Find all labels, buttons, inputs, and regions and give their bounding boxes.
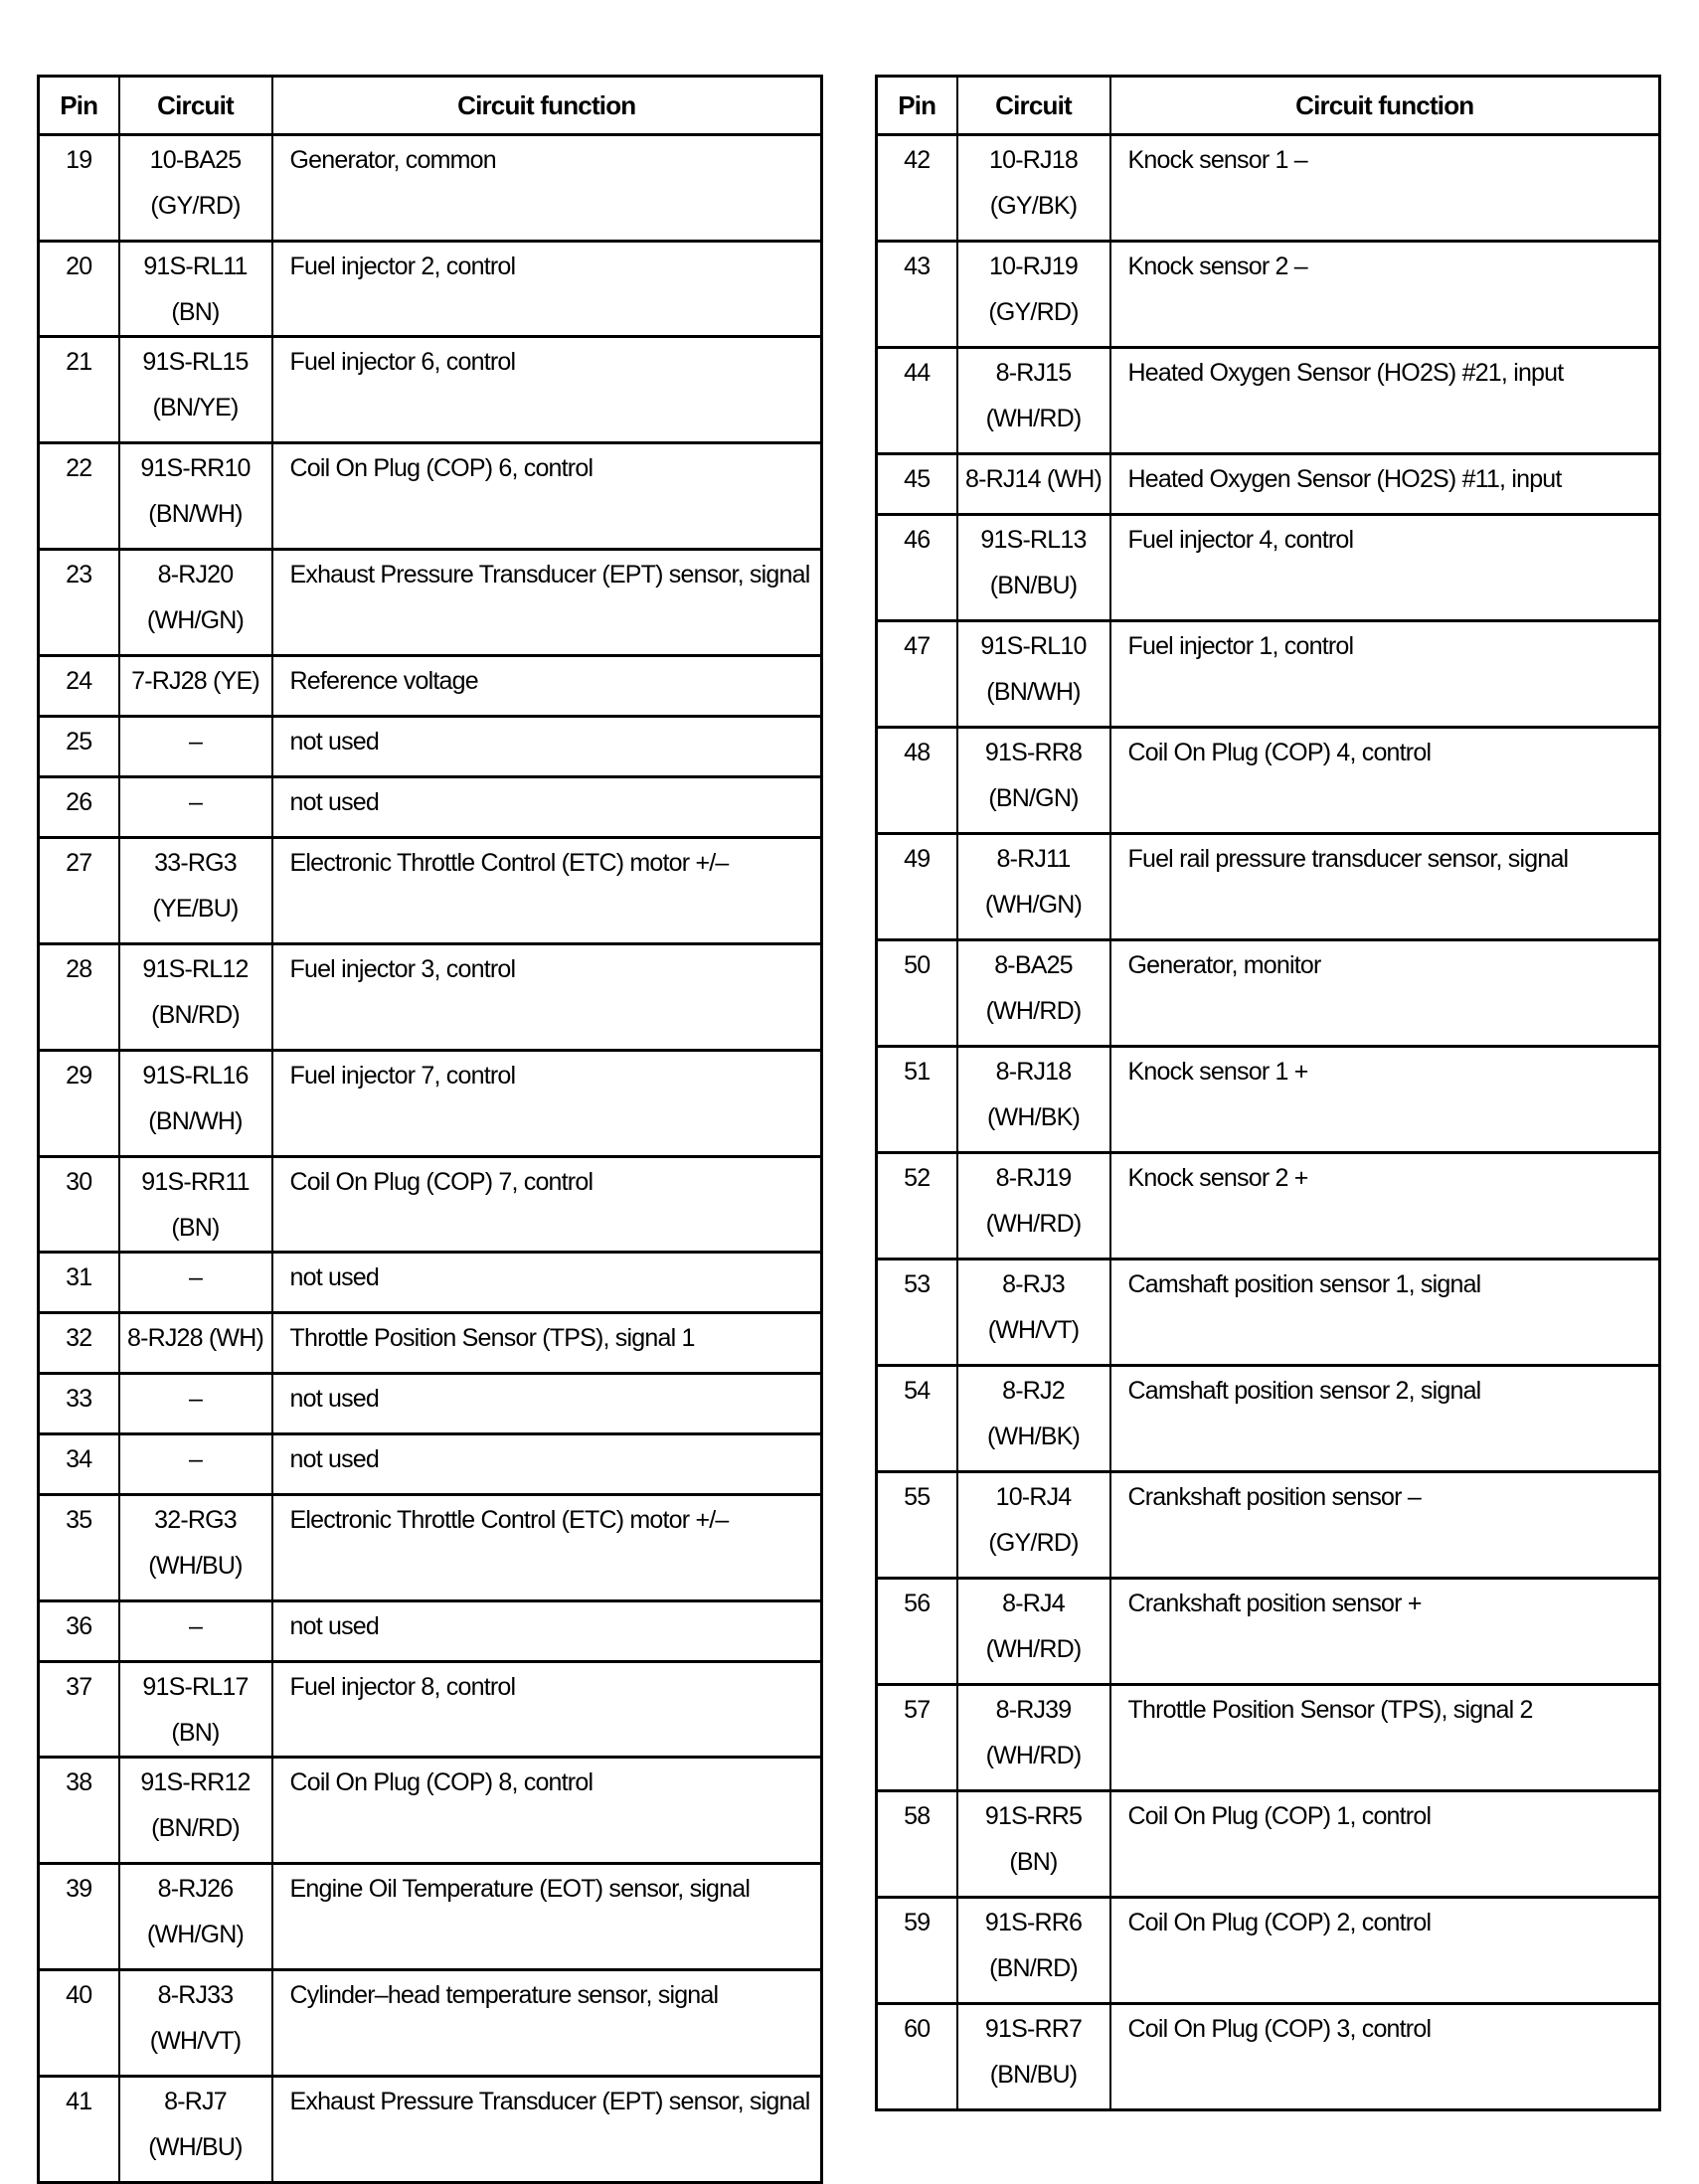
table-row [39, 242, 822, 337]
pin-number: 19 [66, 146, 92, 174]
table-row [39, 2077, 822, 2183]
table-row [39, 944, 822, 1051]
pin-number: 31 [66, 1263, 92, 1291]
table-row [877, 348, 1660, 454]
header-pin: Pin [877, 77, 957, 135]
circuit-function: Coil On Plug (COP) 8, control [289, 1768, 594, 1796]
pin-number: 20 [66, 252, 92, 280]
circuit-function: Electronic Throttle Control (ETC) motor +/– [289, 849, 729, 877]
circuit-code: 91S-RR5 (BN) [984, 1802, 1083, 1876]
circuit-function: Throttle Position Sensor (TPS), signal 1 [289, 1324, 695, 1352]
table-row [39, 1313, 822, 1374]
circuit-function: Exhaust Pressure Transducer (EPT) sensor, signal [289, 2088, 810, 2115]
pin-number: 32 [66, 1324, 92, 1352]
pin-number: 55 [904, 1483, 931, 1511]
circuit-function: Fuel injector 8, control [289, 1673, 516, 1701]
circuit-function: Fuel injector 1, control [1127, 632, 1354, 660]
table-row [39, 337, 822, 443]
circuit-code: 8-RJ28 (WH) [126, 1324, 264, 1352]
table-row [39, 1758, 822, 1864]
table-row [39, 1253, 822, 1313]
circuit-code: 8-RJ4 (WH/RD) [985, 1590, 1082, 1663]
table-row [877, 621, 1660, 728]
circuit-function: not used [289, 1612, 380, 1640]
table-row [39, 777, 822, 838]
table-row [39, 443, 822, 550]
circuit-function: not used [289, 1445, 380, 1473]
pin-number: 22 [66, 454, 92, 482]
circuit-function: not used [289, 1263, 380, 1291]
circuit-code: 91S-RL17 (BN) [142, 1673, 249, 1747]
table-row [39, 550, 822, 656]
table-row [877, 1472, 1660, 1579]
circuit-code: 91S-RL12 (BN/RD) [142, 955, 249, 1029]
circuit-function: Reference voltage [289, 667, 478, 695]
circuit-code: 8-RJ14 (WH) [964, 465, 1103, 493]
circuit-code: 91S-RL13 (BN/BU) [980, 526, 1087, 599]
circuit-function: Knock sensor 2 + [1127, 1164, 1308, 1192]
pin-number: 42 [904, 146, 931, 174]
pin-number: 35 [66, 1506, 92, 1534]
circuit-code: 8-BA25 (WH/RD) [985, 951, 1082, 1025]
pin-number: 48 [904, 739, 931, 766]
header-pin: Pin [39, 77, 119, 135]
table-row [877, 515, 1660, 621]
table-row [877, 1260, 1660, 1366]
table-row [877, 454, 1660, 515]
pin-number: 56 [904, 1590, 931, 1617]
table-row [39, 1970, 822, 2077]
circuit-function: not used [289, 1385, 380, 1413]
header-function: Circuit function [1110, 77, 1660, 135]
circuit-function: Knock sensor 1 – [1127, 146, 1307, 174]
circuit-code: 8-RJ3 (WH/VT) [987, 1270, 1080, 1344]
pin-table-left [37, 75, 823, 2184]
circuit-function: Generator, monitor [1127, 951, 1321, 979]
circuit-code: – [188, 728, 203, 756]
circuit-code: 91S-RR12 (BN/RD) [140, 1768, 251, 1842]
circuit-code: 8-RJ26 (WH/GN) [146, 1875, 245, 1948]
pin-number: 29 [66, 1062, 92, 1090]
pin-number: 54 [904, 1377, 931, 1405]
pin-number: 23 [66, 561, 92, 588]
circuit-function: Exhaust Pressure Transducer (EPT) sensor, signal [289, 561, 810, 588]
pin-number: 45 [904, 465, 931, 493]
circuit-function: Camshaft position sensor 1, signal [1127, 1270, 1481, 1298]
circuit-function: Fuel injector 6, control [289, 348, 516, 376]
circuit-code: 8-RJ19 (WH/RD) [985, 1164, 1082, 1238]
header-row [39, 77, 822, 135]
circuit-code: 91S-RR8 (BN/GN) [984, 739, 1083, 812]
pin-number: 43 [904, 252, 931, 280]
circuit-code: 33-RG3 (YE/BU) [152, 849, 239, 923]
circuit-function: Fuel rail pressure transducer sensor, signal [1127, 845, 1569, 873]
pin-number: 25 [66, 728, 92, 756]
table-row [39, 717, 822, 777]
table-row [39, 838, 822, 944]
pin-number: 21 [66, 348, 92, 376]
circuit-code: 8-RJ39 (WH/RD) [985, 1696, 1082, 1769]
pin-number: 39 [66, 1875, 92, 1903]
table-row [877, 728, 1660, 834]
circuit-code: – [188, 788, 203, 816]
table-row [877, 135, 1660, 242]
circuit-code: 8-RJ7 (WH/BU) [148, 2088, 243, 2161]
circuit-code: 10-BA25 (GY/RD) [149, 146, 242, 220]
pin-number: 27 [66, 849, 92, 877]
circuit-code: 91S-RL10 (BN/WH) [980, 632, 1087, 706]
circuit-code: 91S-RR10 (BN/WH) [140, 454, 251, 528]
header-function: Circuit function [272, 77, 822, 135]
pin-number: 28 [66, 955, 92, 983]
table-row [877, 1366, 1660, 1472]
pin-number: 38 [66, 1768, 92, 1796]
pin-number: 58 [904, 1802, 931, 1830]
circuit-code: 8-RJ11 (WH/GN) [984, 845, 1083, 919]
table-row [39, 656, 822, 717]
pin-number: 30 [66, 1168, 92, 1196]
pin-number: 52 [904, 1164, 931, 1192]
pin-number: 40 [66, 1981, 92, 2009]
circuit-function: Coil On Plug (COP) 1, control [1127, 1802, 1432, 1830]
table-row [39, 1864, 822, 1970]
circuit-function: Engine Oil Temperature (EOT) sensor, signal [289, 1875, 751, 1903]
table-row [877, 242, 1660, 348]
circuit-function: not used [289, 788, 380, 816]
table-row [877, 1898, 1660, 2004]
table-row [877, 1047, 1660, 1153]
circuit-function: Heated Oxygen Sensor (HO2S) #11, input [1127, 465, 1562, 493]
pin-table-right [875, 75, 1661, 2111]
circuit-code: – [188, 1612, 203, 1640]
pin-number: 37 [66, 1673, 92, 1701]
circuit-code: 10-RJ18 (GY/BK) [989, 146, 1078, 220]
circuit-code: 8-RJ18 (WH/BK) [987, 1058, 1080, 1131]
circuit-function: not used [289, 728, 380, 756]
circuit-code: 91S-RR7 (BN/BU) [984, 2015, 1083, 2089]
header-circuit: Circuit [957, 77, 1110, 135]
header-row [877, 77, 1660, 135]
circuit-function: Coil On Plug (COP) 6, control [289, 454, 594, 482]
table-row [39, 1434, 822, 1495]
circuit-code: 91S-RL16 (BN/WH) [142, 1062, 249, 1135]
circuit-function: Electronic Throttle Control (ETC) motor +/– [289, 1506, 729, 1534]
circuit-function: Fuel injector 7, control [289, 1062, 516, 1090]
pin-number: 53 [904, 1270, 931, 1298]
pin-number: 51 [904, 1058, 931, 1086]
circuit-function: Cylinder–head temperature sensor, signal [289, 1981, 719, 2009]
circuit-code: – [188, 1263, 203, 1291]
pin-number: 47 [904, 632, 931, 660]
table-row [39, 1662, 822, 1758]
circuit-code: 91S-RL11 (BN) [143, 252, 248, 326]
pin-number: 49 [904, 845, 931, 873]
circuit-code: 8-RJ33 (WH/VT) [149, 1981, 242, 2055]
circuit-code: 10-RJ19 (GY/RD) [988, 252, 1079, 326]
table-row [877, 1579, 1660, 1685]
circuit-function: Knock sensor 1 + [1127, 1058, 1308, 1086]
circuit-function: Heated Oxygen Sensor (HO2S) #21, input [1127, 359, 1564, 387]
header-circuit: Circuit [119, 77, 272, 135]
pin-number: 50 [904, 951, 931, 979]
circuit-function: Knock sensor 2 – [1127, 252, 1307, 280]
table-row [39, 1051, 822, 1157]
circuit-code: 32-RG3 (WH/BU) [148, 1506, 243, 1580]
circuit-code: 10-RJ4 (GY/RD) [988, 1483, 1079, 1557]
pin-number: 57 [904, 1696, 931, 1724]
table-row [39, 135, 822, 242]
circuit-function: Coil On Plug (COP) 4, control [1127, 739, 1432, 766]
circuit-code: 91S-RL15 (BN/YE) [142, 348, 249, 421]
circuit-function: Crankshaft position sensor – [1127, 1483, 1421, 1511]
table-row [877, 1153, 1660, 1260]
circuit-code: – [188, 1385, 203, 1413]
table-row [877, 1685, 1660, 1791]
circuit-function: Fuel injector 2, control [289, 252, 516, 280]
circuit-code: 7-RJ28 (YE) [131, 667, 259, 695]
table-row [39, 1495, 822, 1601]
pin-number: 59 [904, 1909, 931, 1936]
pin-number: 33 [66, 1385, 92, 1413]
pin-number: 24 [66, 667, 92, 695]
pin-number: 36 [66, 1612, 92, 1640]
circuit-function: Camshaft position sensor 2, signal [1127, 1377, 1481, 1405]
circuit-function: Coil On Plug (COP) 3, control [1127, 2015, 1432, 2043]
table-row [877, 834, 1660, 940]
table-row [877, 2004, 1660, 2110]
pin-number: 44 [904, 359, 931, 387]
circuit-function: Fuel injector 4, control [1127, 526, 1354, 554]
circuit-function: Generator, common [289, 146, 496, 174]
circuit-function: Coil On Plug (COP) 2, control [1127, 1909, 1432, 1936]
circuit-code: 8-RJ20 (WH/GN) [146, 561, 245, 634]
circuit-code: 91S-RR6 (BN/RD) [984, 1909, 1083, 1982]
pin-number: 60 [904, 2015, 931, 2043]
pin-number: 46 [904, 526, 931, 554]
pin-number: 41 [66, 2088, 92, 2115]
circuit-function: Crankshaft position sensor + [1127, 1590, 1422, 1617]
table-row [39, 1601, 822, 1662]
circuit-function: Coil On Plug (COP) 7, control [289, 1168, 594, 1196]
circuit-code: 91S-RR11 (BN) [141, 1168, 250, 1242]
table-row [877, 940, 1660, 1047]
circuit-code: – [188, 1445, 203, 1473]
table-row [877, 1791, 1660, 1898]
table-row [39, 1374, 822, 1434]
pin-number: 26 [66, 788, 92, 816]
pin-number: 34 [66, 1445, 92, 1473]
circuit-function: Throttle Position Sensor (TPS), signal 2 [1127, 1696, 1533, 1724]
table-row [39, 1157, 822, 1253]
circuit-code: 8-RJ15 (WH/RD) [985, 359, 1082, 432]
circuit-code: 8-RJ2 (WH/BK) [987, 1377, 1080, 1450]
circuit-function: Fuel injector 3, control [289, 955, 516, 983]
